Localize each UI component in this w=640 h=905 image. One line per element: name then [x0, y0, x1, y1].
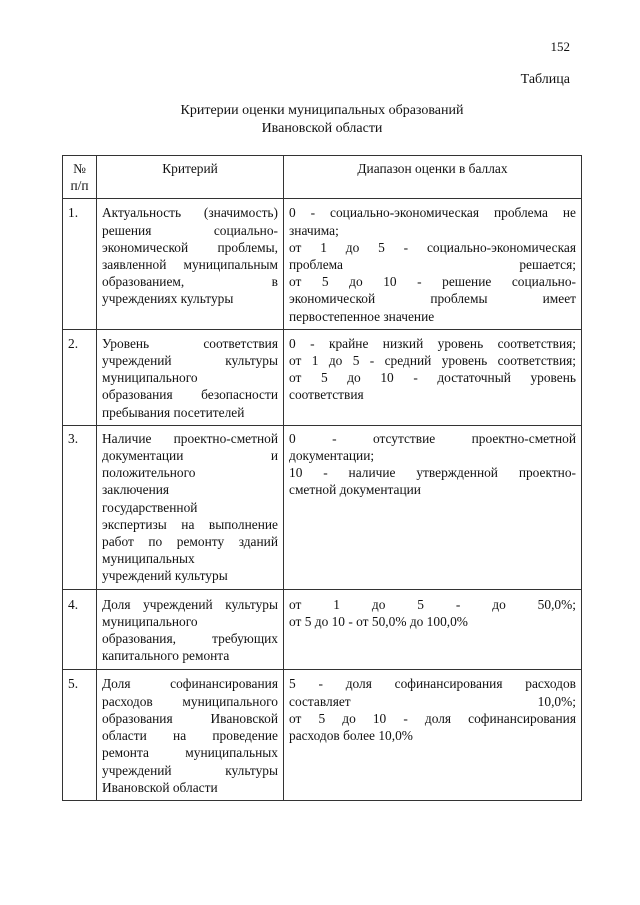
- criterion-line: расходов муниципального: [102, 693, 278, 709]
- criterion-line: экономической проблемы,: [102, 239, 278, 255]
- table-label: Таблица: [520, 72, 570, 87]
- score-range-line: 0 - отсутствие проектно-сметной: [289, 430, 576, 446]
- score-range-cell: [284, 589, 582, 670]
- score-range-line: значима;: [289, 222, 339, 238]
- table-row: [63, 670, 582, 800]
- criterion-line: ремонта муниципальных: [102, 745, 278, 761]
- criterion-line: муниципального: [102, 613, 198, 629]
- score-range-line: 5 - доля софинансирования расходов: [289, 676, 576, 692]
- score-range-cell: [284, 329, 582, 425]
- criterion-line: Доля софинансирования: [102, 676, 278, 692]
- criterion-line: государственной: [102, 499, 198, 515]
- row-number: 1.: [63, 199, 97, 329]
- criterion-line: области на проведение: [102, 728, 278, 744]
- header-range: Диапазон оценки в баллах: [284, 156, 582, 199]
- criterion-line: заключения: [102, 482, 170, 498]
- score-range-line: расходов более 10,0%: [289, 728, 413, 744]
- criterion-line: образованием, в: [102, 274, 278, 290]
- criterion-line: Доля учреждений культуры: [102, 596, 278, 612]
- row-number: 3.: [63, 425, 97, 589]
- header-criterion: Критерий: [97, 156, 284, 199]
- criterion-line: капитального ремонта: [102, 648, 230, 664]
- row-number: 5.: [63, 670, 97, 800]
- score-range-cell: [284, 670, 582, 800]
- score-range-cell: [284, 199, 582, 329]
- criterion-cell: [97, 589, 284, 670]
- score-range-line: документации;: [289, 448, 375, 464]
- criterion-line: образования безопасности: [102, 387, 278, 403]
- criteria-table: [62, 155, 582, 801]
- criterion-line: пребывания посетителей: [102, 404, 245, 420]
- criterion-line: муниципальных: [102, 551, 195, 567]
- criterion-line: учреждений культуры: [102, 353, 278, 369]
- score-range-cell: [284, 425, 582, 589]
- score-range-line: составляет 10,0%;: [289, 693, 576, 709]
- score-range-line: соответствия: [289, 387, 364, 403]
- table-row: [63, 329, 582, 425]
- criterion-line: Актуальность (значимость): [102, 205, 278, 221]
- score-range-line: от 5 до 10 - доля софинансирования: [289, 710, 576, 726]
- row-number: 2.: [63, 329, 97, 425]
- score-range-line: от 5 до 10 - от 50,0% до 100,0%: [289, 613, 468, 629]
- criterion-line: образования, требующих: [102, 631, 278, 647]
- title-line-2: Ивановской области: [261, 121, 383, 136]
- score-range-line: экономической проблемы имеет: [289, 291, 576, 307]
- criterion-line: работ по ремонту зданий: [102, 534, 278, 550]
- score-range-line: от 1 до 5 - средний уровень соответствия;: [289, 353, 576, 369]
- criterion-line: учреждениях культуры: [102, 291, 234, 307]
- criterion-line: Ивановской области: [102, 779, 218, 795]
- table-row: [63, 589, 582, 670]
- criterion-line: решения социально-: [102, 222, 278, 238]
- row-number: 4.: [63, 589, 97, 670]
- score-range-line: от 5 до 10 - достаточный уровень: [289, 370, 576, 386]
- score-range-line: от 1 до 5 - социально-экономическая: [289, 239, 576, 255]
- score-range-line: сметной документации: [289, 482, 421, 498]
- score-range-line: 0 - социально-экономическая проблема не: [289, 205, 576, 221]
- criterion-cell: [97, 425, 284, 589]
- table-row: [63, 425, 582, 589]
- criterion-cell: [97, 329, 284, 425]
- header-number: [63, 156, 97, 199]
- criterion-cell: [97, 199, 284, 329]
- criterion-line: Уровень соответствия: [102, 335, 278, 351]
- criterion-line: заявленной муниципальным: [102, 257, 278, 273]
- criterion-line: положительного: [102, 465, 196, 481]
- criterion-line: учреждений культуры: [102, 568, 228, 584]
- criterion-line: образования Ивановской: [102, 710, 278, 726]
- criterion-line: экспертизы на выполнение: [102, 516, 278, 532]
- criterion-line: документации и: [102, 448, 278, 464]
- header-number-abbr: п/п: [70, 178, 89, 194]
- header-number-sign: №: [73, 161, 86, 176]
- table-row: [63, 199, 582, 329]
- criterion-line: Наличие проектно-сметной: [102, 430, 278, 446]
- criterion-line: учреждений культуры: [102, 762, 278, 778]
- table-body: [63, 199, 582, 801]
- document-title: [62, 102, 582, 138]
- table-header-row: [63, 156, 582, 199]
- score-range-line: первостепенное значение: [289, 308, 435, 324]
- criterion-cell: [97, 670, 284, 800]
- score-range-line: 0 - крайне низкий уровень соответствия;: [289, 335, 576, 351]
- criterion-line: муниципального: [102, 370, 198, 386]
- score-range-line: от 5 до 10 - решение социально-: [289, 274, 576, 290]
- score-range-line: от 1 до 5 - до 50,0%;: [289, 596, 576, 612]
- page-number: 152: [550, 39, 570, 54]
- score-range-line: 10 - наличие утвержденной проектно-: [289, 465, 576, 481]
- title-line-1: Критерии оценки муниципальных образований: [180, 103, 464, 118]
- score-range-line: проблема решается;: [289, 257, 576, 273]
